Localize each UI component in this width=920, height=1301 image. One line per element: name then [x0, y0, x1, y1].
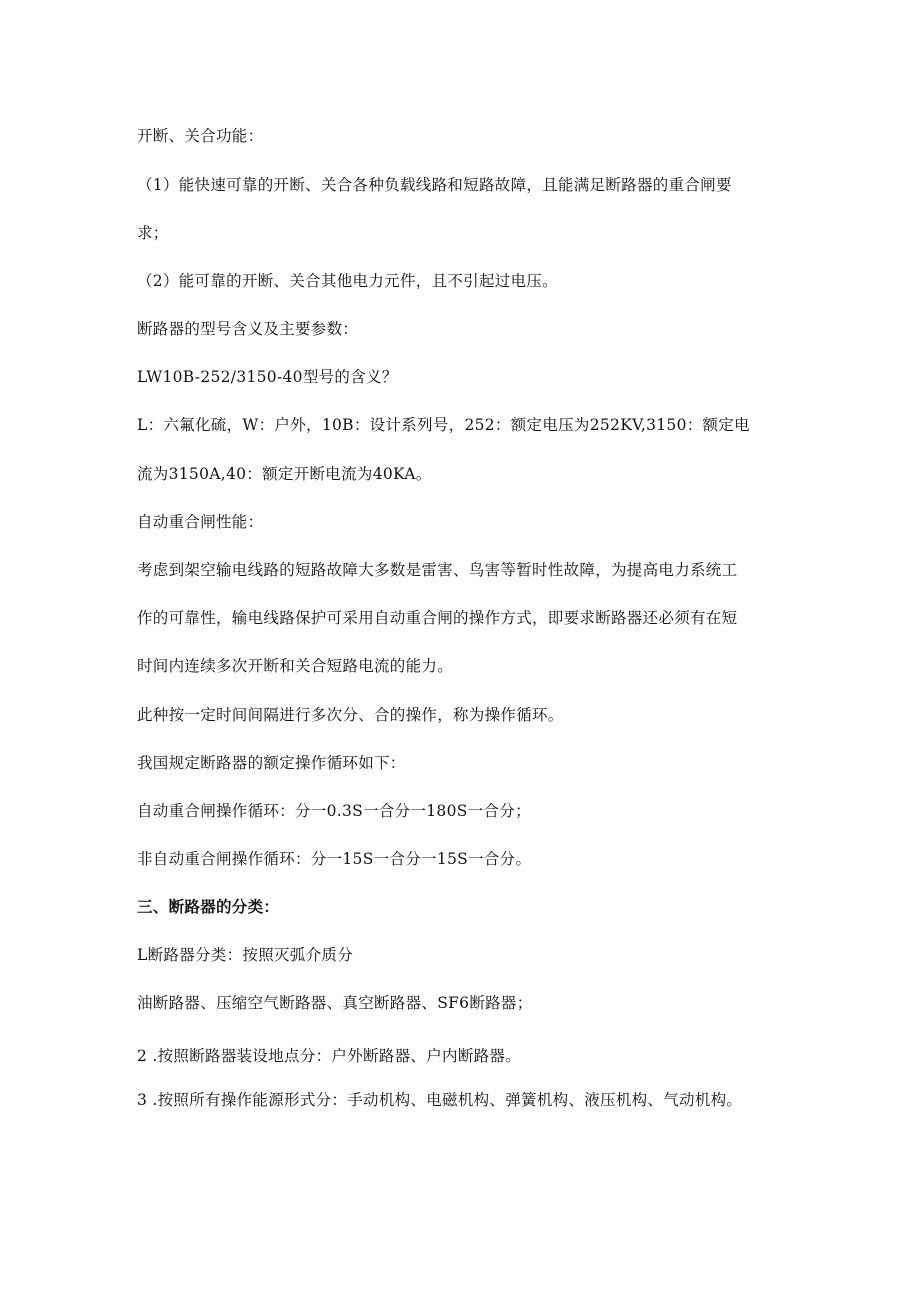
heading-auto-reclose: 自动重合闸性能： [137, 513, 264, 531]
paragraph-item-2: （2）能可靠的开断、关合其他电力元件，且不引起过电压。 [137, 272, 558, 290]
paragraph-rated-cycle-intro: 我国规定断路器的额定操作循环如下： [137, 754, 406, 772]
list-item-1-detail: 油断路器、压缩空气断路器、真空断路器、SF6断路器； [137, 994, 533, 1012]
paragraph-auto-reclose-line3: 时间内连续多次开断和关合短路电流的能力。 [137, 657, 454, 675]
section-heading-classification: 三、断路器的分类： [137, 897, 280, 916]
heading-breaking-closing-function: 开断、关合功能： [137, 127, 264, 145]
paragraph-auto-reclose-line2: 作的可靠性，输电线路保护可采用自动重合闸的操作方式，即要求断路器还必须有在短 [137, 609, 738, 627]
paragraph-model-explanation: L：六氟化硫，W：户外，10B：设计系列号，252：额定电压为252KV,3150：额定电 [137, 416, 750, 434]
paragraph-auto-reclose-cycle: 自动重合闸操作循环：分一0.3S一合分一180S一合分； [137, 802, 531, 820]
paragraph-item-1-cont: 求； [137, 224, 169, 242]
paragraph-non-auto-reclose-cycle: 非自动重合闸操作循环：分一15S一合分一15S一合分。 [137, 850, 532, 868]
list-item-3: 3 .按照所有操作能源形式分：手动机构、电磁机构、弹簧机构、液压机构、气动机构。 [137, 1091, 743, 1109]
paragraph-model-question: LW10B-252/3150-40型号的含义？ [137, 368, 398, 386]
paragraph-auto-reclose-line1: 考虑到架空输电线路的短路故障大多数是雷害、鸟害等暂时性故障，为提高电力系统工 [137, 561, 738, 579]
paragraph-item-1: （1）能快速可靠的开断、关合各种负载线路和短路故障，且能满足断路器的重合闸要 [137, 176, 732, 194]
heading-model-meaning: 断路器的型号含义及主要参数： [137, 320, 359, 338]
paragraph-model-explanation-cont: 流为3150A,40：额定开断电流为40KA。 [137, 465, 432, 483]
list-item-2: 2 .按照断路器装设地点分：户外断路器、户内断路器。 [137, 1047, 522, 1065]
paragraph-operation-cycle: 此种按一定时间间隔进行多次分、合的操作，称为操作循环。 [137, 706, 564, 724]
list-item-1: L断路器分类：按照灭弧介质分 [137, 946, 353, 964]
